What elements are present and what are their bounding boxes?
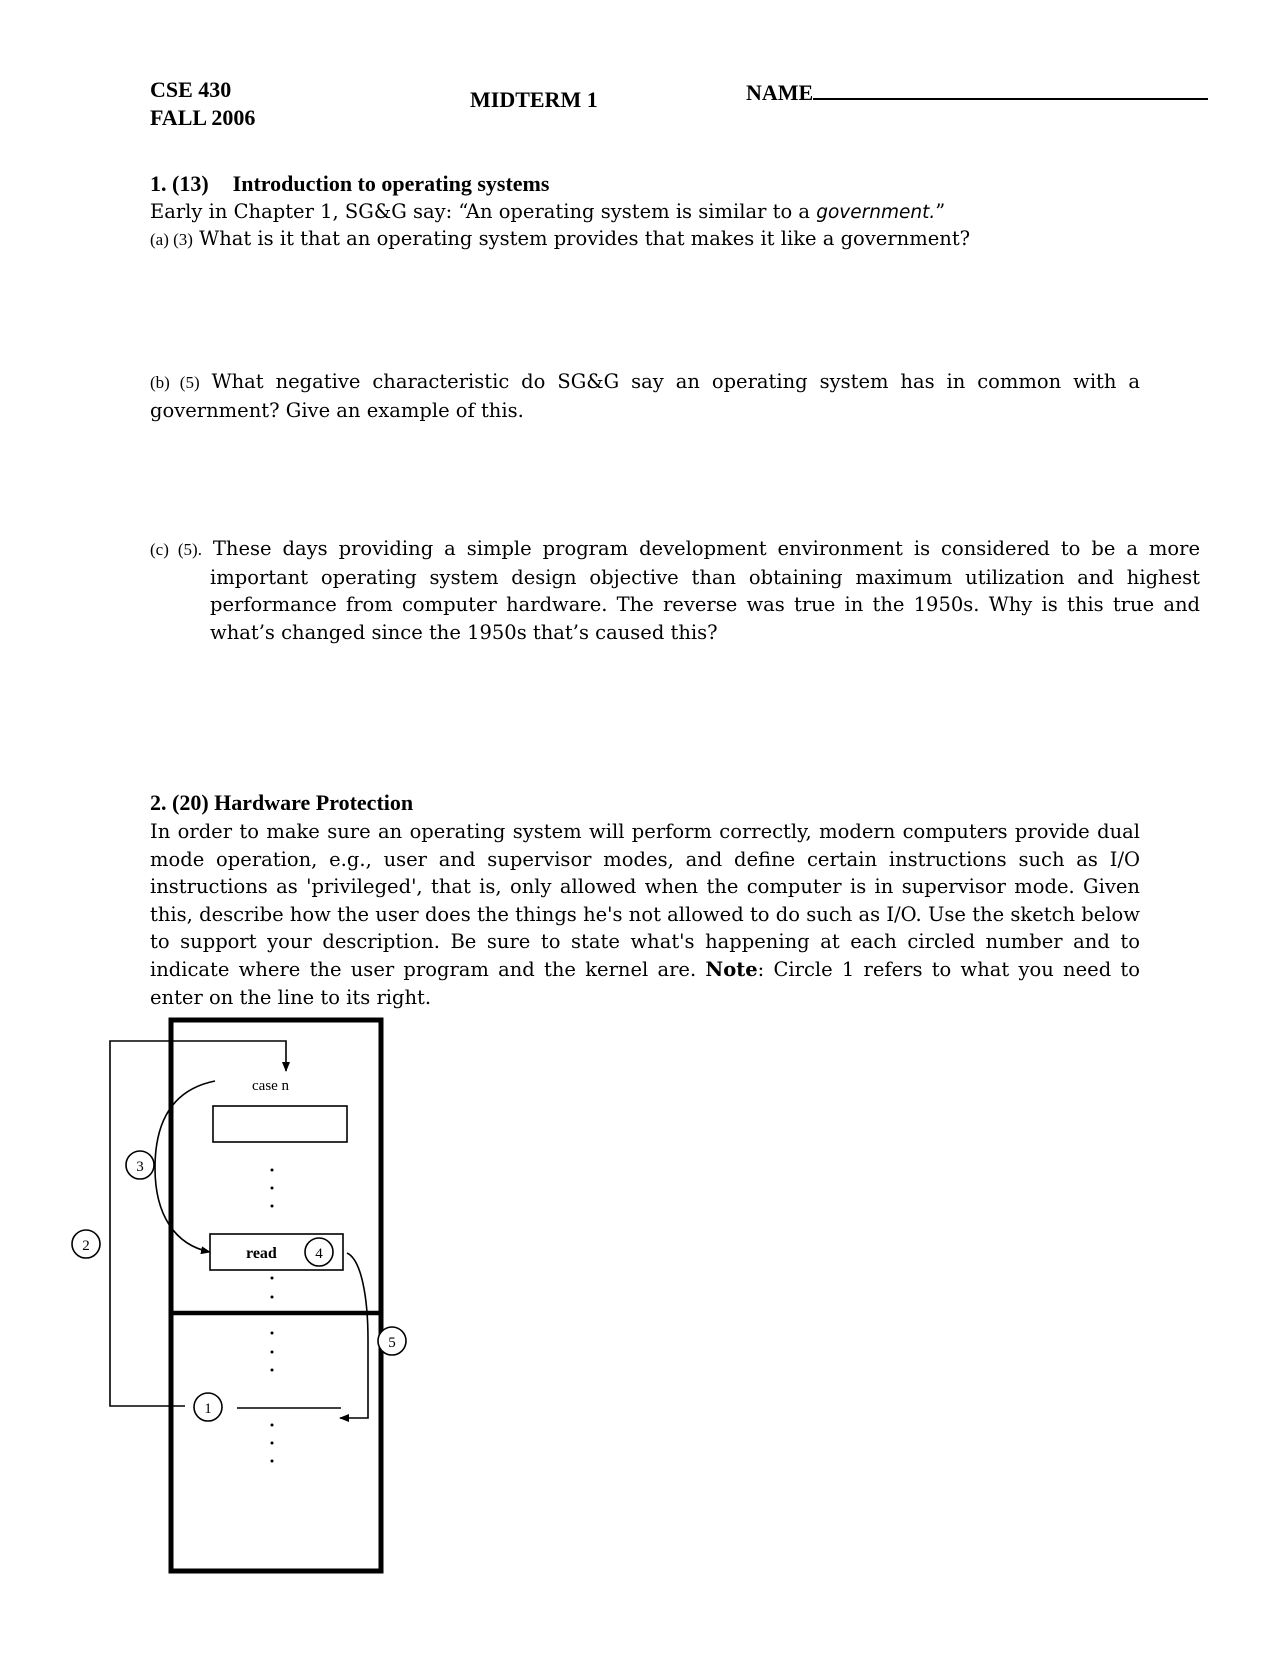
q1-number: 1. (13)	[150, 171, 209, 196]
q1c-text: These days providing a simple program development environment is considered to be a more important operating system design objective than obtaining maximum utilization and highest performance from computer hardware. The reverse was true in the 1950s. Why is this true and what’s changed since the 1950s that’s caused this?	[210, 537, 1200, 644]
q2-heading: 2. (20) Hardware Protection	[150, 790, 414, 815]
q2-body-text: In order to make sure an operating system will perform correctly, modern computers provide dual mode operation, e.g., user and supervisor modes, and define certain instructions such as I/O instructions as 'privileged', that is, only allowed when the computer is in supervisor mode. Given this, describe how the user does the things he's not allowed to do such as I/O. Use the sketch below to support your description. Be sure to state what's happening at each circled number and to indicate where the user program and the kernel are.	[150, 820, 1140, 981]
q2-note-text: : Circle 1 refers to what you need to enter on the line to its right.	[150, 957, 1140, 1009]
read-label: read	[246, 1245, 277, 1262]
name-label: NAME	[746, 80, 814, 105]
trap-path-2	[110, 1041, 286, 1406]
q1b-label: (b) (5)	[150, 373, 200, 392]
q1a-text: What is it that an operating system provides that makes it like a government?	[199, 227, 971, 250]
case-handler-box	[213, 1106, 347, 1142]
q1c-label: (c) (5).	[150, 540, 202, 559]
dispatch-path-3	[155, 1081, 215, 1252]
circle-4	[305, 1238, 333, 1266]
svg-text:4: 4	[315, 1246, 323, 1262]
svg-text:2: 2	[82, 1238, 90, 1254]
q1-intro-emphasis: government.	[816, 202, 936, 223]
q1-intro: Early in Chapter 1, SG&G say: “An operating system is similar to a government.”	[150, 200, 946, 223]
circle-5	[378, 1327, 406, 1355]
q1b-text: What negative characteristic do SG&G say an operating system has in common with a government? Give an example of this.	[150, 370, 1140, 422]
ellipsis-dots	[271, 1169, 274, 1463]
course-label: CSE 430	[150, 77, 232, 102]
svg-text:1: 1	[204, 1401, 212, 1417]
case-n-label: case n	[252, 1078, 290, 1094]
q1a-label: (a) (3)	[150, 230, 193, 249]
svg-text:3: 3	[136, 1159, 144, 1175]
memory-box	[171, 1020, 381, 1571]
return-path-5	[340, 1253, 368, 1418]
svg-text:5: 5	[388, 1335, 396, 1351]
exam-title: MIDTERM 1	[470, 87, 598, 112]
q2-note-label: Note	[705, 957, 758, 981]
term-label: FALL 2006	[150, 105, 256, 130]
circle-3	[126, 1151, 154, 1179]
circle-2	[72, 1230, 100, 1258]
circle-1	[194, 1393, 222, 1421]
q1-title: Introduction to operating systems	[232, 171, 550, 196]
